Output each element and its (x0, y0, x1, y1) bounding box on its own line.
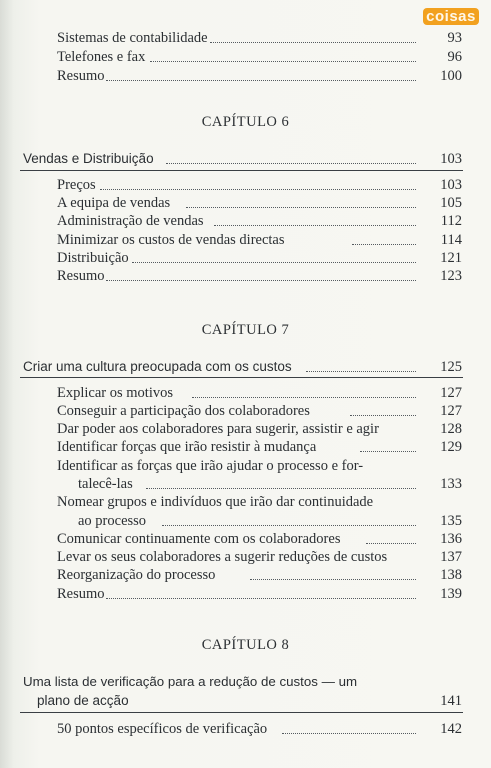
dot-leader (162, 525, 416, 526)
entry-page: 133 (440, 476, 462, 492)
entry-page: 100 (440, 68, 462, 84)
entry-title: Minimizar os custos de vendas directas (57, 232, 285, 248)
dot-leader (100, 189, 416, 190)
entry-title: Uma lista de verificação para a redução de custos — um (23, 674, 358, 689)
entry-title: Preços (57, 177, 96, 193)
entry-title: Vendas e Distribuição (23, 151, 154, 166)
dot-leader (250, 579, 416, 580)
chapter-main-entry[interactable] (0, 149, 491, 169)
entry-title: Distribuição (57, 250, 129, 266)
section-rule (20, 712, 463, 713)
entry-page: 103 (440, 177, 462, 193)
dot-leader (106, 598, 416, 599)
entry-page: 121 (440, 250, 462, 266)
section-rule (20, 170, 463, 171)
dot-leader (282, 733, 416, 734)
entry-page: 105 (440, 195, 462, 211)
entry-title: Conseguir a participação dos colaboradores (57, 403, 310, 419)
dot-leader (192, 397, 416, 398)
entry-page: 137 (440, 549, 462, 565)
toc-entry[interactable] (0, 437, 491, 457)
entry-title: Resumo (57, 268, 105, 284)
chapter-main-entry[interactable] (0, 357, 491, 377)
entry-page: 93 (447, 30, 462, 46)
entry-title: Criar uma cultura preocupada com os custos (23, 359, 292, 374)
toc-entry[interactable] (0, 492, 491, 512)
entry-title: 50 pontos específicos de verificação (57, 721, 268, 737)
toc-entry[interactable] (0, 565, 491, 585)
entry-title: Comunicar continuamente com os colaboradores (57, 531, 341, 547)
entry-title: Resumo (57, 586, 105, 602)
toc-entry[interactable] (0, 584, 491, 604)
toc-entry[interactable] (0, 193, 491, 213)
entry-page: 127 (440, 403, 462, 419)
dot-leader (146, 488, 416, 489)
dot-leader (350, 415, 416, 416)
entry-title: Nomear grupos e indivíduos que irão dar continuidade (57, 494, 374, 510)
entry-page: 139 (440, 586, 462, 602)
entry-title-continuation: talecê-las (78, 476, 133, 492)
chapter-heading: CAPÍTULO 6 (201, 114, 290, 130)
entry-page: 128 (440, 421, 462, 437)
toc-entry[interactable] (0, 47, 491, 67)
dot-leader (150, 61, 416, 62)
toc-entry[interactable] (0, 28, 491, 48)
entry-title-continuation: plano de acção (37, 693, 129, 708)
toc-entry[interactable] (0, 456, 491, 476)
entry-title: Resumo (57, 68, 105, 84)
entry-title-continuation: ao processo (78, 513, 147, 529)
chapter-heading: CAPÍTULO 7 (201, 322, 290, 338)
dot-leader (360, 451, 416, 452)
toc-entry[interactable] (0, 529, 491, 549)
entry-page: 127 (440, 385, 462, 401)
dot-leader (166, 163, 416, 164)
toc-entry[interactable] (0, 419, 491, 439)
toc-entry[interactable] (0, 175, 491, 195)
entry-page: 142 (440, 721, 462, 737)
entry-page: 129 (440, 439, 462, 455)
entry-title: Explicar os motivos (57, 385, 173, 401)
entry-title: Sistemas de contabilidade (57, 30, 208, 46)
entry-title: Dar poder aos colaboradores para sugerir, assistir e agir (57, 421, 379, 437)
entry-title: Reorganização do processo (57, 567, 216, 583)
dot-leader (186, 207, 416, 208)
chapter-main-entry-continuation[interactable] (0, 691, 491, 711)
toc-entry-continuation[interactable] (0, 474, 491, 494)
entry-page: 135 (440, 513, 462, 529)
entry-page: 114 (440, 232, 462, 248)
dot-leader (106, 80, 416, 81)
dot-leader (366, 543, 416, 544)
dot-leader (210, 42, 416, 43)
dot-leader (306, 371, 416, 372)
entry-page: 141 (440, 693, 462, 709)
toc-entry[interactable] (0, 248, 491, 268)
toc-entry[interactable] (0, 719, 491, 739)
coisas-logo-badge: coisas (423, 8, 479, 25)
toc-entry[interactable] (0, 401, 491, 421)
toc-entry[interactable] (0, 230, 491, 250)
entry-page: 138 (440, 567, 462, 583)
entry-title: Levar os seus colaboradores a sugerir reduções de custos (57, 549, 388, 565)
toc-entry-continuation[interactable] (0, 511, 491, 531)
entry-title: Identificar as forças que irão ajudar o processo e for- (57, 458, 364, 474)
toc-entry[interactable] (0, 266, 491, 286)
toc-entry[interactable] (0, 211, 491, 231)
entry-title: Administração de vendas (57, 213, 204, 229)
entry-page: 136 (440, 531, 462, 547)
toc-entry[interactable] (0, 66, 491, 86)
chapter-main-entry[interactable] (0, 672, 491, 692)
section-rule (20, 377, 463, 378)
entry-title: A equipa de vendas (57, 195, 171, 211)
entry-page: 125 (440, 359, 462, 375)
toc-entry[interactable] (0, 383, 491, 403)
entry-page: 103 (440, 151, 462, 167)
entry-title: Identificar forças que irão resistir à mudança (57, 439, 317, 455)
entry-title: Telefones e fax (57, 49, 146, 65)
chapter-heading: CAPÍTULO 8 (201, 637, 290, 653)
entry-page: 112 (440, 213, 462, 229)
dot-leader (352, 244, 416, 245)
entry-page: 123 (440, 268, 462, 284)
entry-page: 96 (447, 49, 462, 65)
toc-entry[interactable] (0, 547, 491, 567)
dot-leader (106, 280, 416, 281)
dot-leader (214, 225, 416, 226)
dot-leader (132, 262, 416, 263)
